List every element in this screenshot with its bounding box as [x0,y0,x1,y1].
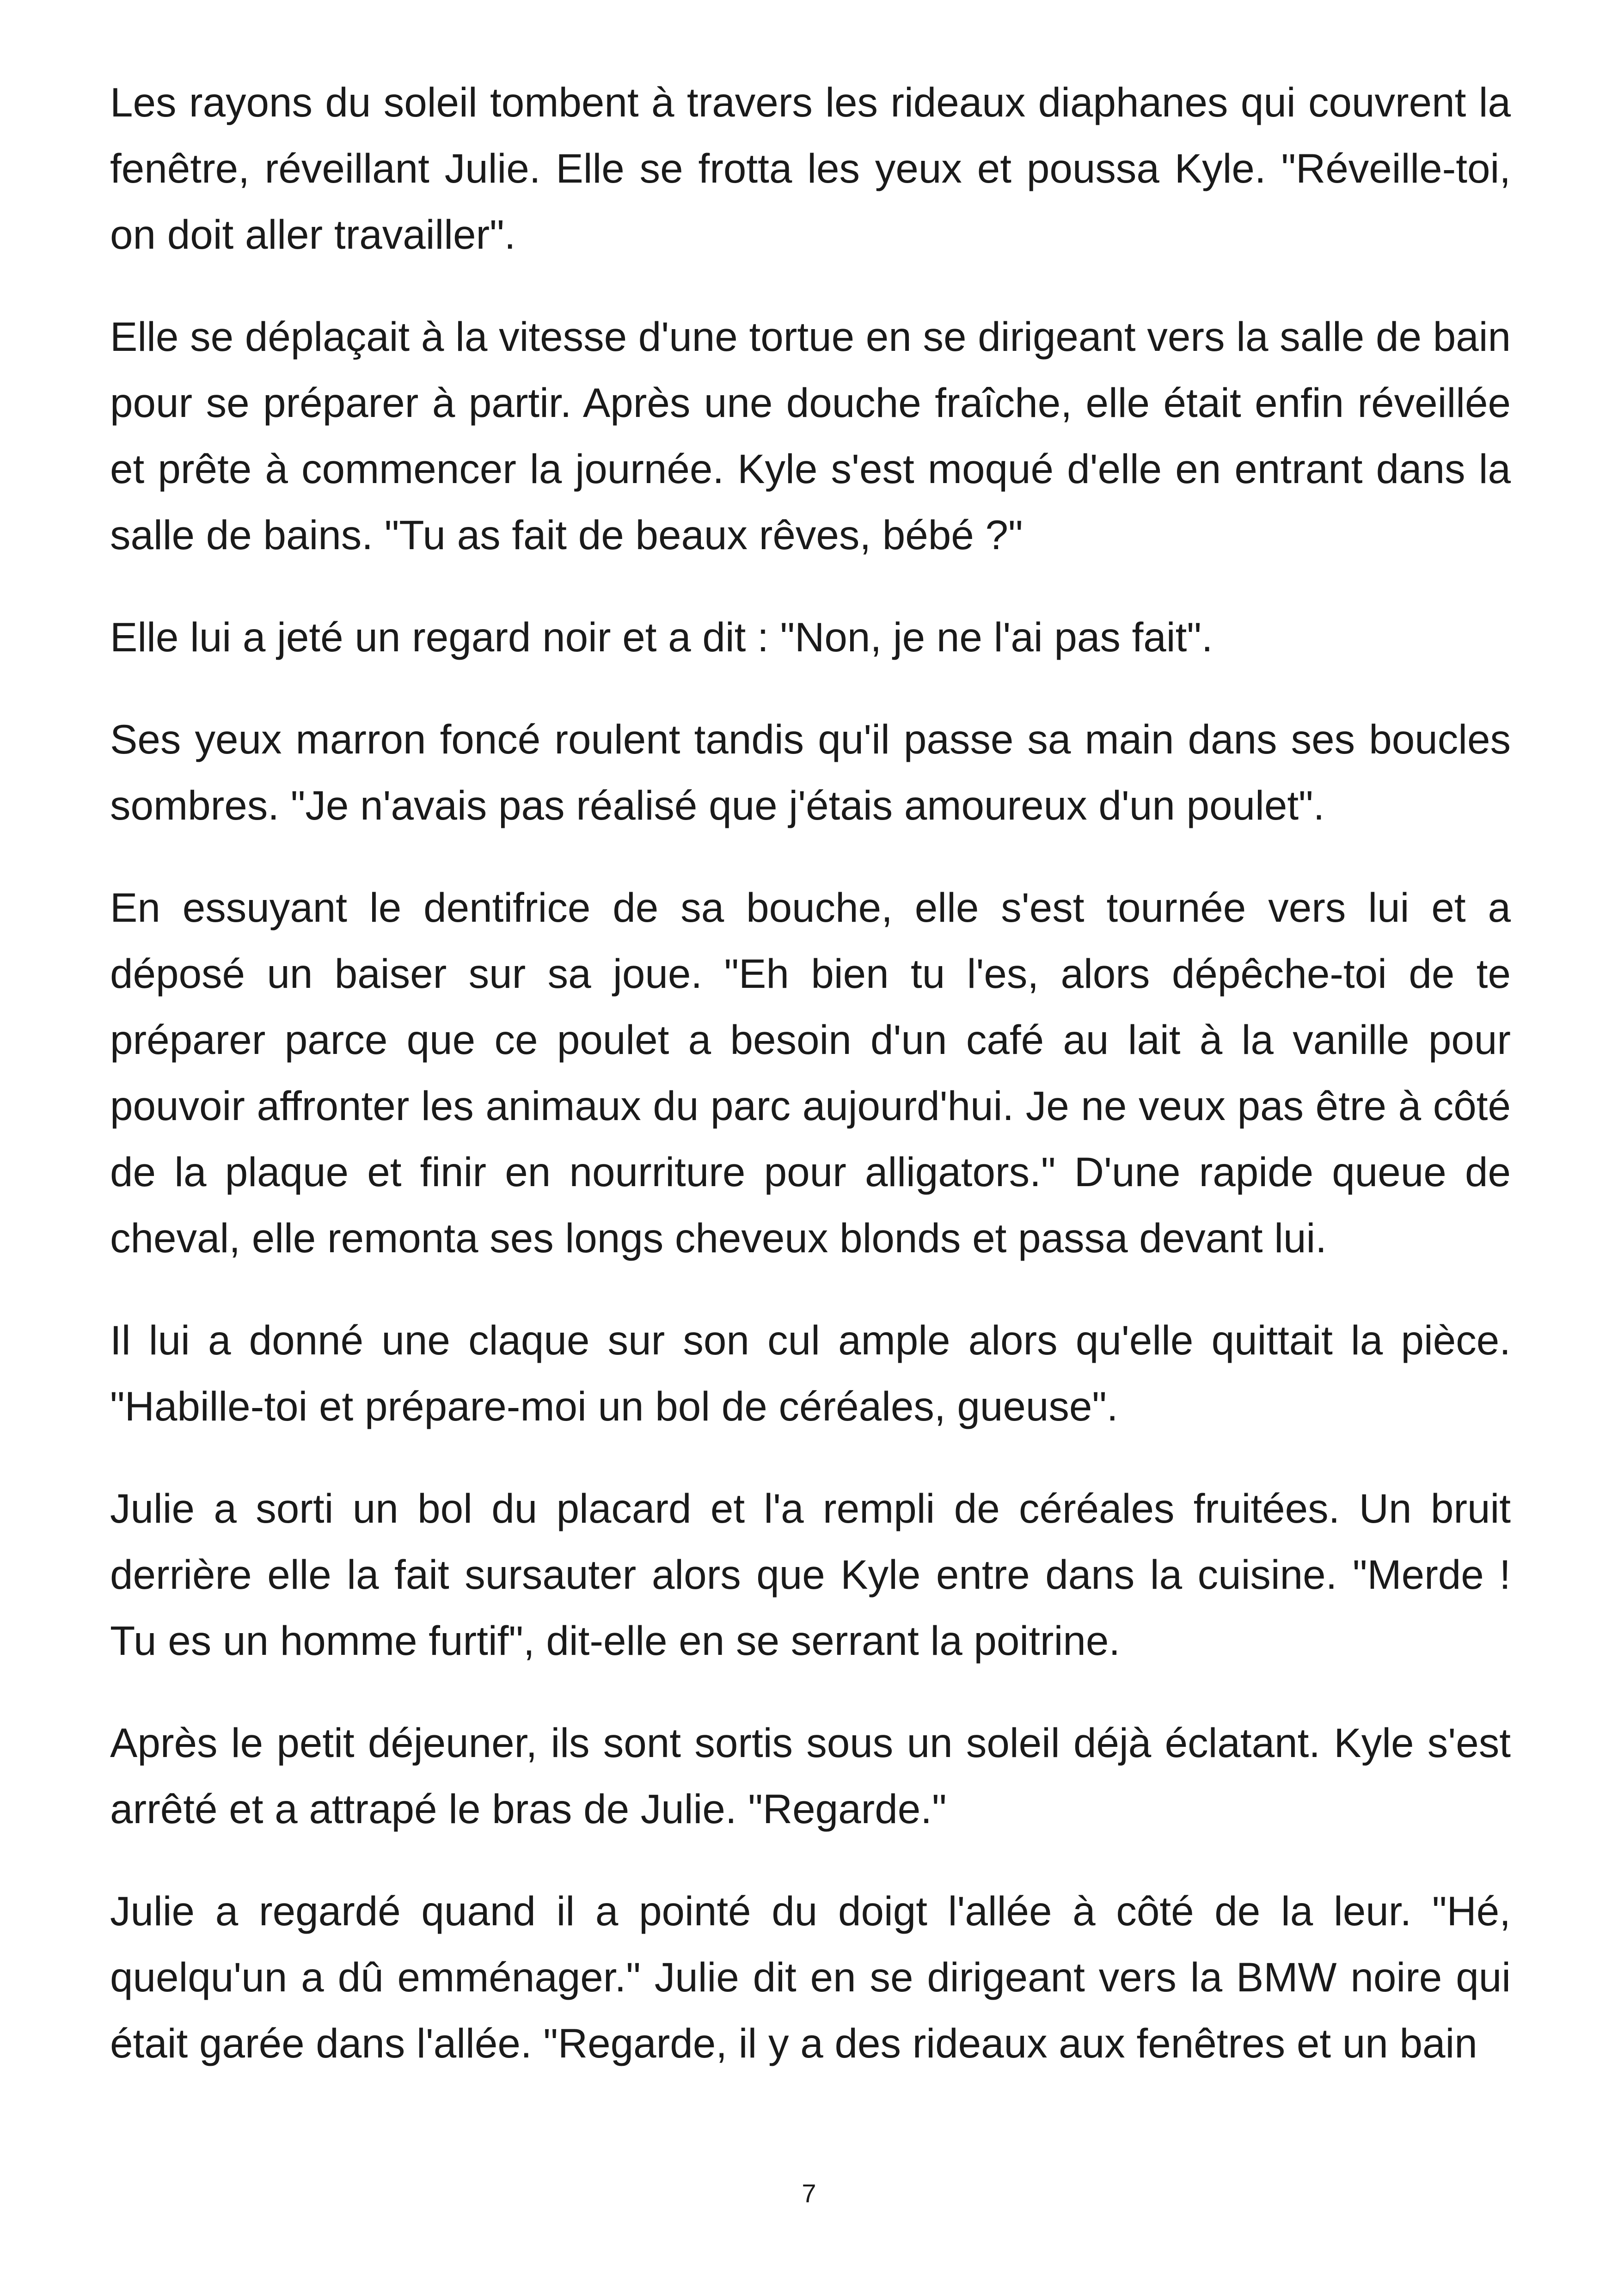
paragraph-8: Après le petit déjeuner, ils sont sortis sous un soleil déjà éclatant. Kyle s'est arrêté et a attrapé le bras de Julie. "Regarde." [110,1720,1511,1832]
paragraph-2: Elle se déplaçait à la vitesse d'une tortue en se dirigeant vers la salle de bain pour se préparer à partir. Après une douche fraîche, elle était enfin réveillée et prête à commencer la journée. Kyle s'est moqué d'elle en entrant dans la salle de bains. "Tu as fait de beaux rêves, bébé ?" [110,313,1511,558]
paragraph-3: Elle lui a jeté un regard noir et a dit : "Non, je ne l'ai pas fait". [110,614,1213,660]
paragraph-5: En essuyant le dentifrice de sa bouche, elle s'est tournée vers lui et a déposé un baiser sur sa joue. "Eh bien tu l'es, alors dépêche-toi de te préparer parce que ce poulet a besoin d'un café au lait à la vanille pour pouvoir affronter les animaux du parc aujourd'hui. Je ne veux pas être à côté de la plaque et finir en nourriture pour alligators." D'une rapide queue de cheval, elle remonta ses longs cheveux blonds et passa devant lui. [110,884,1511,1261]
paragraph-1: Les rayons du soleil tombent à travers les rideaux diaphanes qui couvrent la fenêtre, réveillant Julie. Elle se frotta les yeux et poussa Kyle. "Réveille-toi, on doit aller travailler". [110,79,1511,257]
paragraph-7: Julie a sorti un bol du placard et l'a rempli de céréales fruitées. Un bruit derrière elle la fait sursauter alors que Kyle entre dans la cuisine. "Merde ! Tu es un homme furtif", dit-elle en se serrant la poitrine. [110,1485,1511,1664]
page-number: 7 [802,2179,816,2208]
body-text [110,69,1511,2076]
paragraph-4: Ses yeux marron foncé roulent tandis qu'il passe sa main dans ses boucles sombres. "Je n'avais pas réalisé que j'étais amoureux d'un poulet". [110,716,1511,828]
paragraph-9: Julie a regardé quand il a pointé du doigt l'allée à côté de la leur. "Hé, quelqu'un a dû emménager." Julie dit en se dirigeant vers la BMW noire qui était garée dans l'allée. "Regarde, il y a des rideaux aux fenêtres et un bain [110,1888,1511,2066]
paragraph-6: Il lui a donné une claque sur son cul ample alors qu'elle quittait la pièce. "Habille-toi et prépare-moi un bol de céréales, gueuse". [110,1317,1511,1429]
